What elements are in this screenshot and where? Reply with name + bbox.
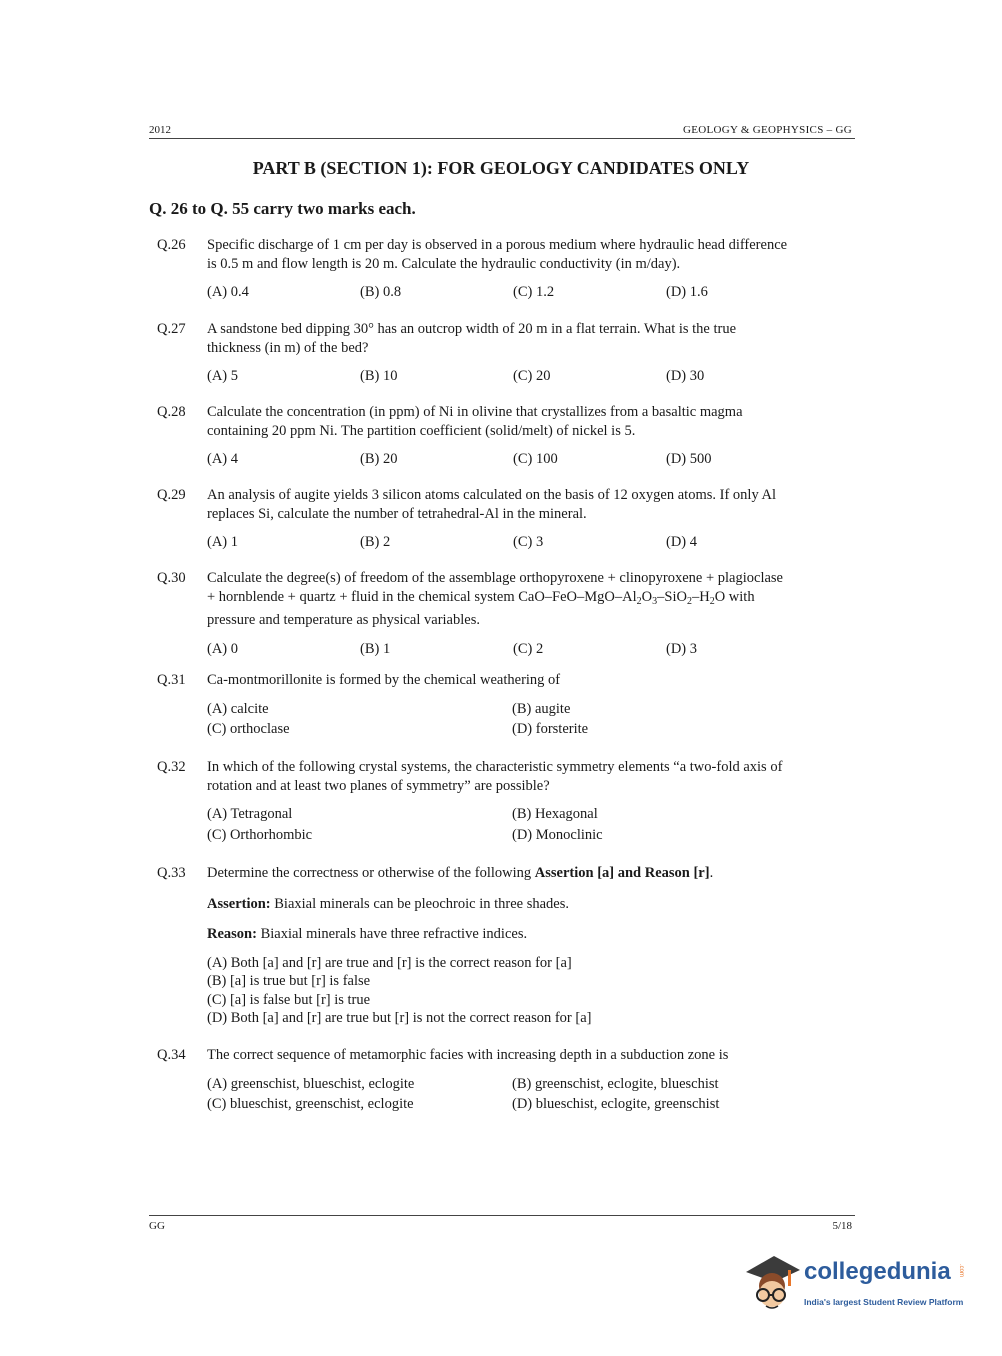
option-d: (D) blueschist, eclogite, greenschist (512, 1096, 720, 1112)
part-title: PART B (SECTION 1): FOR GEOLOGY CANDIDATES ONLY (252, 158, 750, 178)
question-text: Ca-montmorillonite is formed by the chemical weathering of (207, 672, 561, 688)
options (207, 533, 847, 552)
options (207, 700, 847, 739)
mascot-icon (744, 1250, 802, 1320)
option-b: (B) [a] is true but [r] is false (207, 973, 371, 989)
question-30 (157, 569, 847, 658)
option-d: (D) forsterite (512, 721, 589, 737)
option-b: (B) 10 (360, 368, 398, 384)
option-a: (A) calcite (207, 700, 269, 717)
question-number: Q.33 (157, 865, 186, 881)
options (207, 367, 847, 386)
options (207, 805, 847, 844)
options (207, 954, 847, 1028)
question-text: The correct sequence of metamorphic facies with increasing depth in a subduction zone is (207, 1047, 729, 1063)
option-d: (D) Both [a] and [r] are true but [r] is not the correct reason for [a] (207, 1010, 592, 1026)
question-29 (157, 486, 847, 552)
footer-rule (149, 1215, 855, 1216)
option-d: (D) 500 (666, 451, 712, 467)
option-b: (B) 1 (360, 640, 391, 657)
option-a: (A) Tetragonal (207, 806, 293, 822)
option-d: (D) Monoclinic (512, 826, 603, 843)
question-28 (157, 403, 847, 469)
header-year: 2012 (149, 124, 171, 136)
footer-code: GG (149, 1220, 165, 1232)
logo-tagline: India's largest Student Review Platform (804, 1297, 964, 1307)
header-rule (149, 138, 855, 139)
option-c: (C) 1.2 (513, 284, 555, 300)
option-d: (D) 3 (666, 640, 698, 657)
option-a: (A) 5 (207, 368, 239, 384)
option-c: (C) orthoclase (207, 721, 290, 737)
option-c: (C) 3 (513, 534, 544, 550)
question-number: Q.31 (157, 672, 186, 688)
options (207, 283, 847, 302)
question-32 (157, 758, 847, 844)
logo-wordmark: collegedunia (804, 1258, 951, 1285)
option-a: (A) greenschist, blueschist, eclogite (207, 1075, 415, 1092)
question-text: Specific discharge of 1 cm per day is observed in a porous medium where hydraulic head difference is 0.5 m and flow length is 20 m. Calculate the hydraulic conductivity (in m/day). (207, 237, 788, 272)
question-31 (157, 671, 847, 739)
question-text: Calculate the concentration (in ppm) of Ni in olivine that crystallizes from a basaltic magma containing 20 ppm Ni. The partition coefficient (solid/melt) of nickel is 5. (207, 404, 743, 439)
question-text: An analysis of augite yields 3 silicon atoms calculated on the basis of 12 oxygen atoms. If only Al replaces Si, calculate the number of tetrahedral-Al in the mineral. (207, 487, 777, 522)
collegedunia-logo (744, 1250, 974, 1320)
question-number: Q.26 (157, 237, 186, 253)
option-c: (C) [a] is false but [r] is true (207, 991, 371, 1008)
marks-note: Q. 26 to Q. 55 carry two marks each. (149, 199, 416, 218)
option-a: (A) 4 (207, 451, 239, 467)
question-number: Q.30 (157, 570, 186, 586)
option-d: (D) 1.6 (666, 284, 708, 300)
logo-com: .com (958, 1264, 964, 1278)
options (207, 640, 847, 659)
reason: Reason: Biaxial minerals have three refractive indices. (207, 926, 528, 942)
option-d: (D) 4 (666, 534, 698, 550)
option-b: (B) greenschist, eclogite, blueschist (512, 1075, 719, 1092)
question-number: Q.29 (157, 487, 186, 503)
question-34 (157, 1046, 847, 1114)
option-b: (B) 0.8 (360, 284, 402, 300)
header-subject: GEOLOGY & GEOPHYSICS – GG (682, 124, 852, 136)
question-number: Q.28 (157, 404, 186, 420)
option-b: (B) 20 (360, 451, 398, 467)
option-a: (A) 0.4 (207, 284, 249, 300)
option-c: (C) Orthorhombic (207, 826, 313, 843)
option-d: (D) 30 (666, 368, 705, 384)
option-b: (B) 2 (360, 534, 391, 550)
option-c: (C) 100 (513, 451, 558, 467)
option-c: (C) blueschist, greenschist, eclogite (207, 1096, 414, 1112)
question-26 (157, 236, 847, 302)
option-b: (B) Hexagonal (512, 806, 598, 822)
question-33 (157, 864, 847, 1028)
question-number: Q.34 (157, 1047, 186, 1063)
assertion: Assertion: Biaxial minerals can be pleochroic in three shades. (207, 895, 569, 912)
footer-page: 5/18 (832, 1220, 852, 1232)
option-c: (C) 2 (513, 640, 544, 657)
option-a: (A) 1 (207, 534, 239, 550)
option-a: (A) 0 (207, 640, 239, 657)
question-27 (157, 320, 847, 386)
options (207, 450, 847, 469)
question-text: Determine the correctness or otherwise of the following Assertion [a] and Reason [r]. (207, 865, 714, 881)
option-c: (C) 20 (513, 368, 551, 384)
question-number: Q.27 (157, 321, 186, 337)
option-b: (B) augite (512, 700, 571, 717)
question-number: Q.32 (157, 759, 186, 775)
question-text: In which of the following crystal systems, the characteristic symmetry elements “a two-fold axis of rotation and at least two planes of symmetry” are possible? (207, 759, 783, 794)
question-text: A sandstone bed dipping 30° has an outcrop width of 20 m in a flat terrain. What is the true thickness (in m) of the bed? (207, 321, 737, 356)
question-text: Calculate the degree(s) of freedom of the assemblage orthopyroxene + clinopyroxene + plagioclase + hornblende + quartz + fluid in the chemical system CaO–$FeO-MgO-Al_2O_3-SiO_2-H_2O$ with pressure and temperature as physical variables. (207, 570, 783, 628)
option-a: (A) Both [a] and [r] are true and [r] is the correct reason for [a] (207, 954, 572, 971)
options (207, 1075, 847, 1114)
